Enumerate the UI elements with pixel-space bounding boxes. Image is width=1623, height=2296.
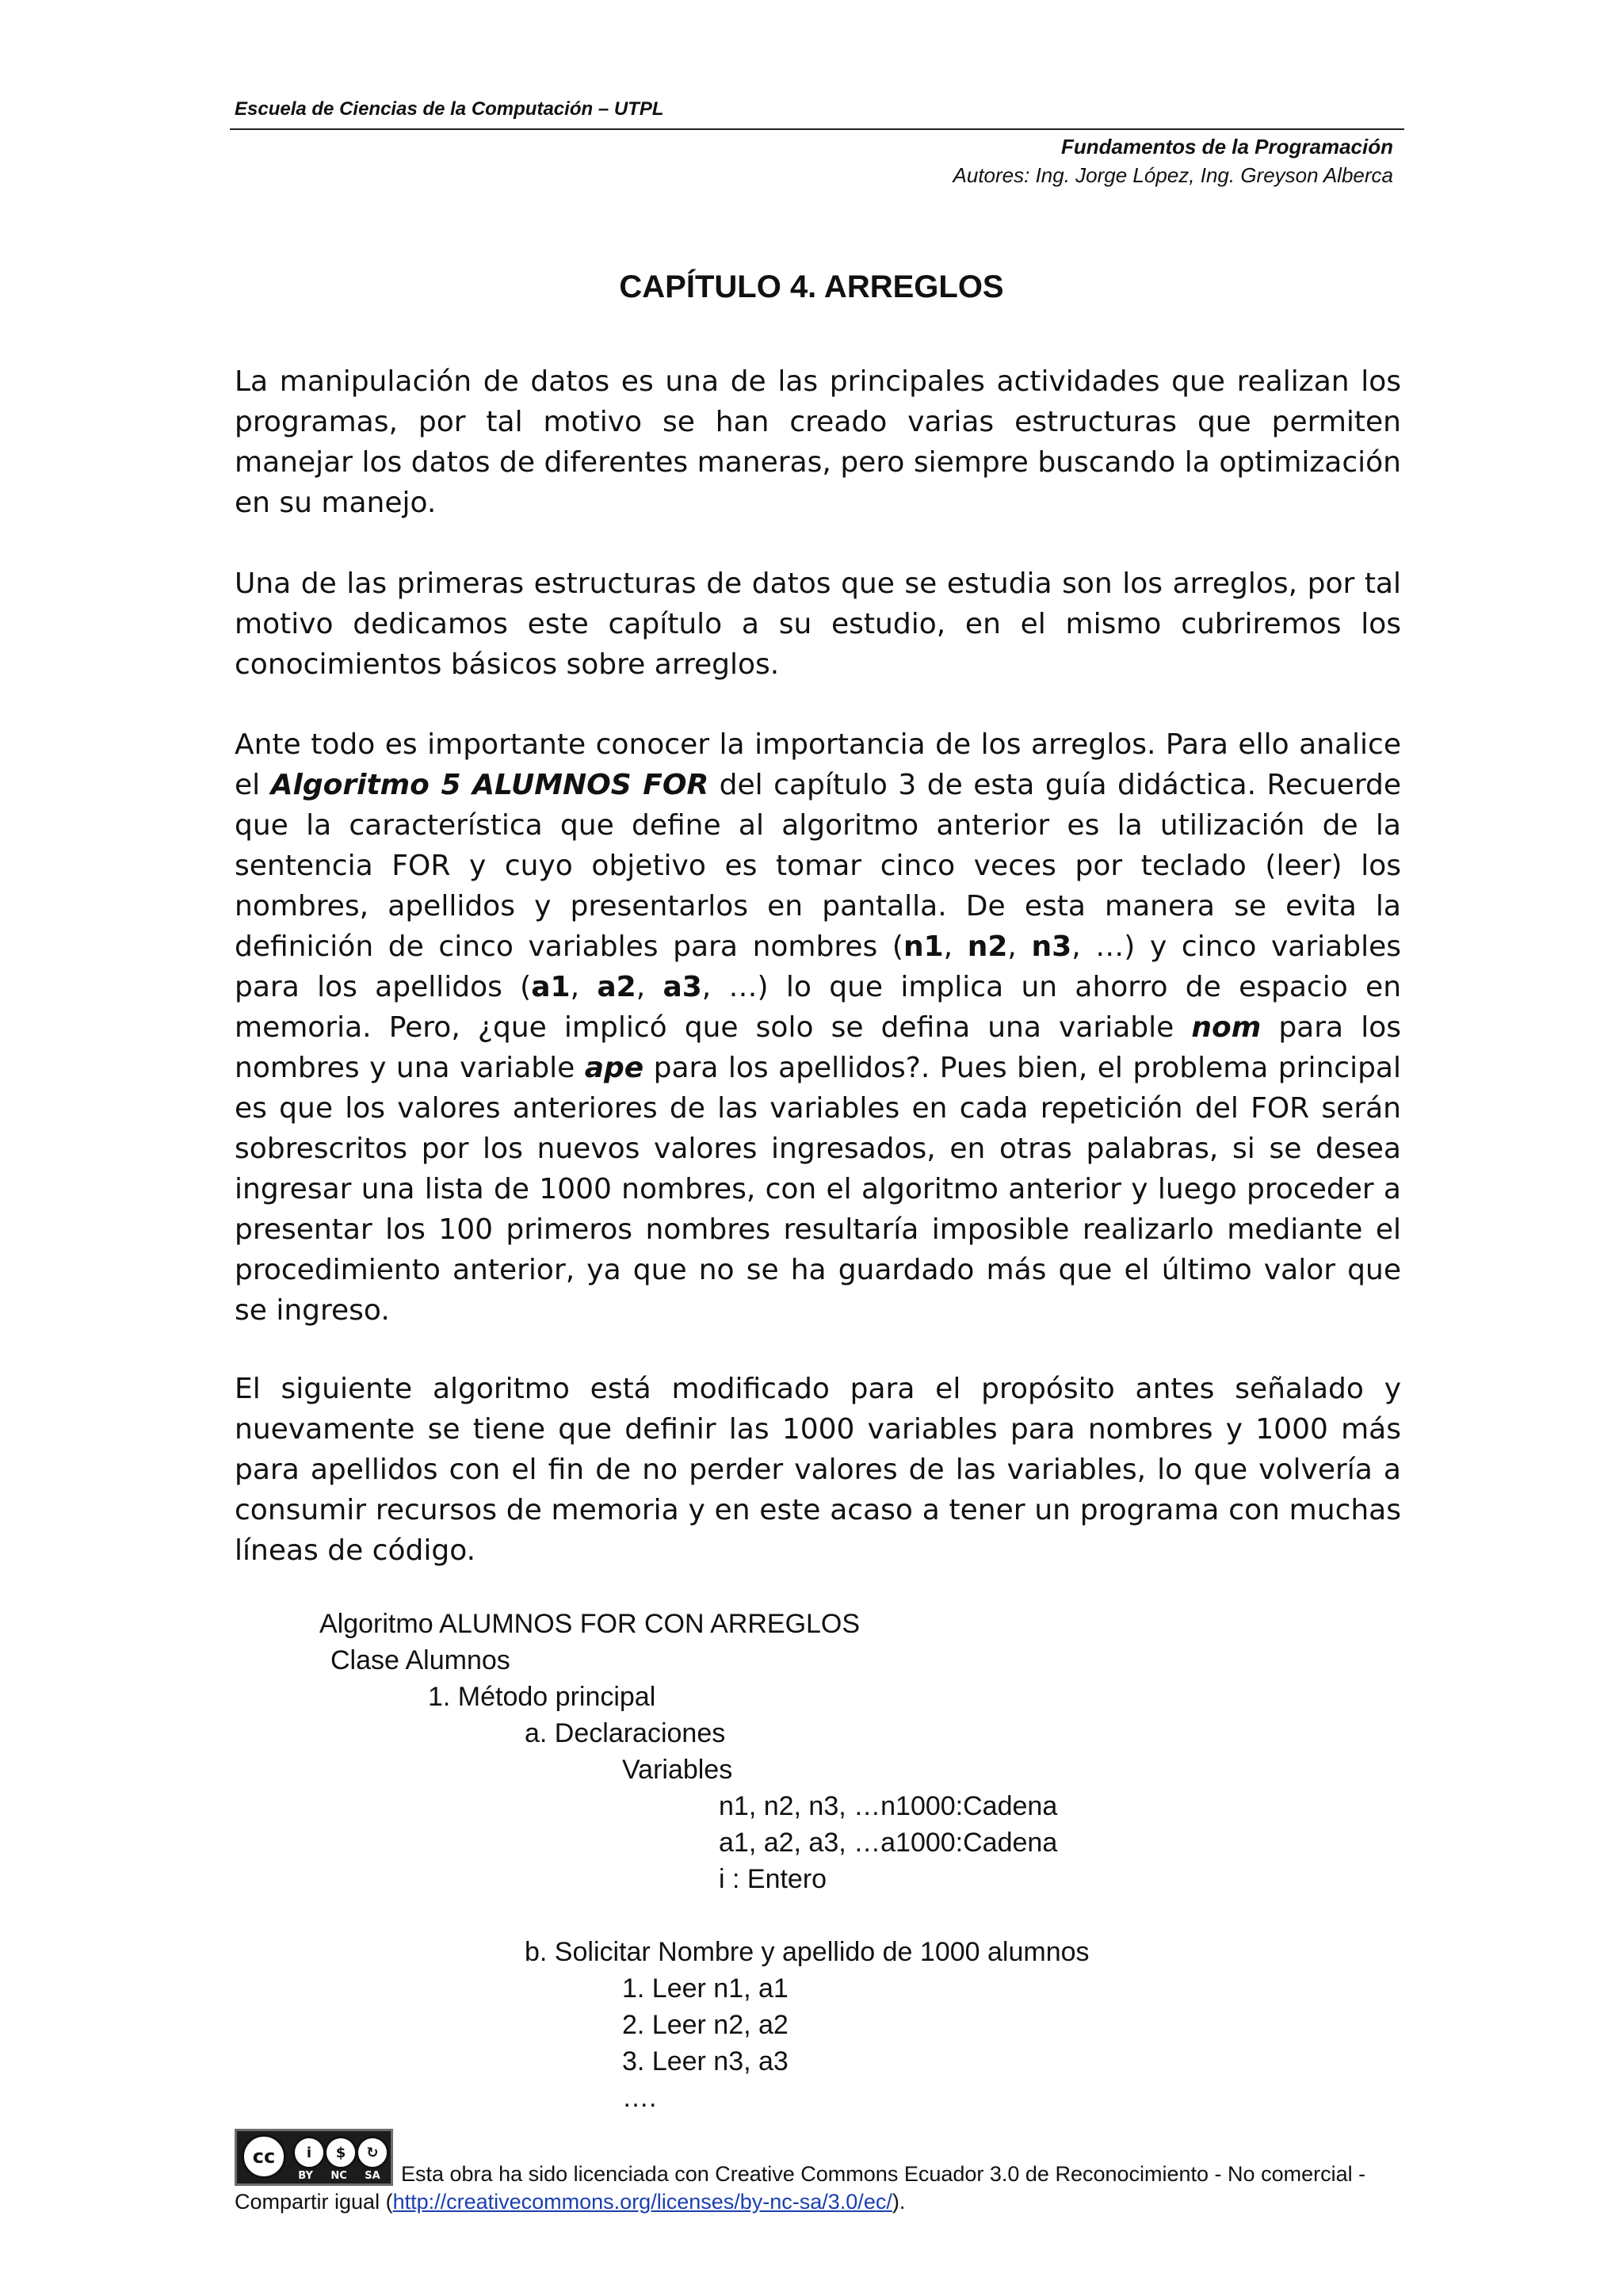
- algorithm-var-line: a1, a2, a3, …a1000:Cadena: [719, 1828, 1058, 1858]
- paragraph-1: La manipulación de datos es una de las principales actividades que realizan los programas, por tal motivo se han creado varias estructuras que permiten manejar los datos de diferentes maneras, pero siempre buscando la optimización en su manejo.: [235, 365, 1401, 519]
- algorithm-read-line: 2. Leer n2, a2: [622, 2010, 789, 2040]
- header-authors: Autores: Ing. Jorge López, Ing. Greyson Alberca: [953, 163, 1393, 187]
- algorithm-ellipsis: ….: [622, 2083, 657, 2113]
- paragraph-4: El siguiente algoritmo está modificado para el propósito antes señalado y nuevamente se tiene que definir las 1000 variables para nombres y 1000 más para apellidos con el fin de no perder valores de las variables, lo que volvería a consumir recursos de memoria y en este acaso a tener un programa con muchas líneas de código.: [235, 1373, 1401, 1567]
- license-text: Esta obra ha sido licenciada con Creative Commons Ecuador 3.0 de Reconocimiento - No comercial -: [401, 2162, 1366, 2186]
- algorithm-var-line: n1, n2, n3, …n1000:Cadena: [719, 1791, 1058, 1821]
- paragraph-2: Una de las primeras estructuras de datos que se estudia son los arreglos, por tal motivo dedicamos este capítulo a su estudio, en el mismo cubriremos los conocimientos básicos sobre arreglos.: [235, 567, 1401, 681]
- algorithm-declarations: a. Declaraciones: [525, 1718, 726, 1748]
- cc-sa-label: SA: [365, 2170, 380, 2182]
- license-footer: Esta obra ha sido licenciada con Creative Commons Ecuador 3.0 de Reconocimiento - No comercial - Compartir igual (http://creativecommons.org/licenses/by-nc-sa/3.0/ec/).: [235, 2162, 1366, 2214]
- cc-nc-label: NC: [330, 2170, 347, 2182]
- var-a3: a3: [663, 971, 702, 1003]
- algorithm-class: Clase Alumnos: [330, 1645, 510, 1675]
- nc-icon: $: [324, 2136, 357, 2169]
- paragraph-3: Ante todo es importante conocer la importancia de los arreglos. Para ello analice el Algoritmo 5 ALUMNOS FOR del capítulo 3 de esta guía didáctica. Recuerde que la característica que define al algoritmo anterior es la utilización de la sentencia FOR y cuyo objetivo es tomar cinco veces por teclado (leer) los nombres, apellidos y presentarlos en pantalla. De esta manera se evita la definición de cinco variables para nombres (n1, n2, n3, …) y cinco variables para los apellidos (a1, a2, a3, …) lo que implica un ahorro de espacio en memoria. Pero, ¿que implicó que solo se defina una variable nom para los nombres y una variable ape para los apellidos?. Pues bien, el problema principal es que los valores anteriores de las variables en cada repetición del FOR serán sobrescritos por los nuevos valores ingresados, en otras palabras, si se desea ingresar una lista de 1000 nombres, con el algoritmo anterior y luego proceder a presentar los 100 primeros nombres resultaría imposible realizarlo mediante el procedimiento anterior, ya que no se ha guardado más que el último valor que se ingreso.: [235, 728, 1402, 1327]
- var-a1: a1: [531, 971, 571, 1003]
- cc-icon: cc: [242, 2134, 286, 2179]
- algorithm-read-line: 3. Leer n3, a3: [622, 2046, 789, 2076]
- var-n3: n3: [1031, 930, 1072, 963]
- algorithm-var-line: i : Entero: [719, 1864, 827, 1894]
- var-nom: nom: [1191, 1011, 1262, 1044]
- chapter-title: CAPÍTULO 4. ARREGLOS: [619, 269, 1004, 304]
- cc-by-label: BY: [298, 2170, 313, 2182]
- header-course: Fundamentos de la Programación: [1061, 135, 1393, 159]
- var-n2: n2: [967, 930, 1008, 963]
- var-n1: n1: [903, 930, 944, 963]
- algorithm-main-method: 1. Método principal: [428, 1682, 656, 1712]
- algorithm-variables-label: Variables: [622, 1755, 733, 1785]
- sa-icon: ↻: [356, 2136, 389, 2169]
- algorithm-title: Algoritmo ALUMNOS FOR CON ARREGLOS: [319, 1609, 861, 1639]
- by-icon: i: [292, 2136, 326, 2169]
- var-a2: a2: [597, 971, 636, 1003]
- license-link[interactable]: http://creativecommons.org/licenses/by-nc-sa/3.0/ec/: [392, 2190, 892, 2214]
- header-rule: [230, 128, 1404, 130]
- algorithm-read-line: 1. Leer n1, a1: [622, 1973, 789, 2004]
- var-ape: ape: [584, 1052, 644, 1084]
- algorithm-request-step: b. Solicitar Nombre y apellido de 1000 alumnos: [525, 1937, 1090, 1967]
- algorithm-reference: Algoritmo 5 ALUMNOS FOR: [270, 769, 709, 801]
- header-school: Escuela de Ciencias de la Computación – UTPL: [235, 98, 664, 120]
